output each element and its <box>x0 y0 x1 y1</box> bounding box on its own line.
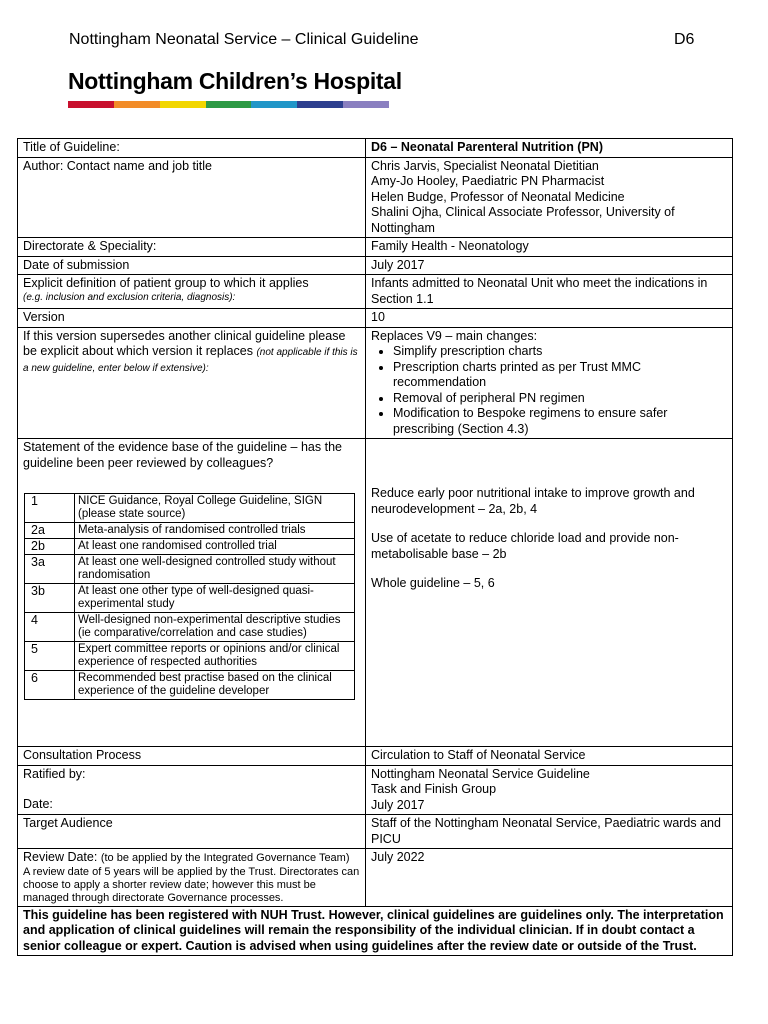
review-value: July 2022 <box>366 849 733 907</box>
ratified-cell <box>18 765 366 815</box>
evidence-level-row <box>25 613 355 642</box>
consultation-value: Circulation to Staff of Neonatal Service <box>366 747 733 766</box>
supersedes-cell <box>18 327 366 439</box>
document-header-title: Nottingham Neonatal Service – Clinical Guideline <box>69 31 419 48</box>
evidence-level-row <box>25 523 355 539</box>
row-target <box>18 815 733 849</box>
row-consultation <box>18 747 733 766</box>
rainbow-segment <box>68 101 114 108</box>
level-code: 3a <box>25 555 75 584</box>
rainbow-segment <box>297 101 343 108</box>
supersedes-label: If this version supersedes another clinical guideline please be explicit about which version it replaces <box>23 328 346 358</box>
review-label: Review Date: <box>23 850 98 864</box>
directorate-value: Family Health - Neonatology <box>366 238 733 257</box>
evidence-statement-2: Use of acetate to reduce chloride load and provide non-metabolisable base – 2b <box>371 531 679 561</box>
ratified-by-2: Task and Finish Group <box>371 782 497 796</box>
review-sub: (to be applied by the Integrated Governance Team) <box>100 852 350 864</box>
level-desc: NICE Guidance, Royal College Guideline, SIGN (please state source) <box>75 494 355 523</box>
evidence-level-row <box>25 671 355 700</box>
rainbow-segment <box>343 101 389 108</box>
date-submission-label: Date of submission <box>18 256 366 275</box>
level-code: 3b <box>25 584 75 613</box>
evidence-level-row <box>25 555 355 584</box>
author-3: Helen Budge, Professor of Neonatal Medicine <box>371 189 625 204</box>
consultation-label: Consultation Process <box>18 747 366 766</box>
author-value <box>366 157 733 238</box>
title-label: Title of Guideline: <box>18 139 366 158</box>
evidence-cell <box>18 439 366 747</box>
level-code: 5 <box>25 642 75 671</box>
evidence-level-row <box>25 539 355 555</box>
level-desc: Expert committee reports or opinions and/or clinical experience of respected authorities <box>75 642 355 671</box>
review-note: A review date of 5 years will be applied by the Trust. Directorates can choose to apply a shorter review date; however this must be managed through directorate Governance processes. <box>23 865 360 904</box>
level-desc: Recommended best practise based on the clinical experience of the guideline developer <box>75 671 355 700</box>
evidence-level-row <box>25 584 355 613</box>
change-item: • Simplify prescription charts <box>393 344 727 360</box>
patient-group-sub: (e.g. inclusion and exclusion criteria, diagnosis): <box>23 291 236 303</box>
target-label: Target Audience <box>18 815 366 849</box>
level-code: 1 <box>25 494 75 523</box>
level-desc: At least one other type of well-designed quasi-experimental study <box>75 584 355 613</box>
level-code: 2b <box>25 539 75 555</box>
level-desc: Well-designed non-experimental descriptive studies (ie comparative/correlation and case studies) <box>75 613 355 642</box>
row-date-submission <box>18 256 733 275</box>
hospital-logo-text: Nottingham Children’s Hospital <box>68 68 402 94</box>
row-version <box>18 309 733 328</box>
level-desc: Meta-analysis of randomised controlled trials <box>75 523 355 539</box>
disclaimer-text: This guideline has been registered with NUH Trust. However, clinical guidelines are guidelines only. The interpretation and application of clinical guidelines will remain the responsibility of the individual clinician. If in doubt contact a senior colleague or expert. Caution is advised when using guidelines after the review date or outside of the Trust. <box>18 906 733 956</box>
patient-group-cell <box>18 275 366 309</box>
level-desc: At least one well-designed controlled study without randomisation <box>75 555 355 584</box>
rainbow-segment <box>114 101 160 108</box>
evidence-levels-table <box>24 493 355 700</box>
row-author <box>18 157 733 238</box>
changes-list <box>371 344 727 437</box>
patient-group-value: Infants admitted to Neonatal Unit who meet the indications in Section 1.1 <box>366 275 733 309</box>
version-value: 10 <box>366 309 733 328</box>
row-directorate <box>18 238 733 257</box>
review-cell <box>18 849 366 907</box>
ratified-label: Ratified by: <box>23 766 86 781</box>
evidence-level-row <box>25 494 355 523</box>
change-item: • Prescription charts printed as per Trust MMC recommendation <box>393 360 727 391</box>
version-label: Version <box>18 309 366 328</box>
author-1: Chris Jarvis, Specialist Neonatal Dietitian <box>371 158 599 173</box>
supersedes-intro: Replaces V9 – main changes: <box>371 328 538 343</box>
target-value: Staff of the Nottingham Neonatal Service, Paediatric wards and PICU <box>366 815 733 849</box>
title-value: D6 – Neonatal Parenteral Nutrition (PN) <box>366 139 733 158</box>
document-code: D6 <box>674 31 695 48</box>
author-label: Author: Contact name and job title <box>18 157 366 238</box>
row-patient-group <box>18 275 733 309</box>
author-4: Shalini Ojha, Clinical Associate Professor, University of Nottingham <box>371 205 675 235</box>
evidence-statement-1: Reduce early poor nutritional intake to improve growth and neurodevelopment – 2a, 2b, 4 <box>371 486 695 516</box>
ratified-value <box>366 765 733 815</box>
change-item: • Modification to Bespoke regimens to ensure safer prescribing (Section 4.3) <box>393 406 727 437</box>
rainbow-segment <box>251 101 297 108</box>
author-2: Amy-Jo Hooley, Paediatric PN Pharmacist <box>371 174 605 188</box>
row-evidence <box>18 439 733 747</box>
supersedes-sub: (not applicable if this is a new guideline, enter below if extensive): <box>23 347 358 374</box>
rainbow-segment <box>160 101 206 108</box>
date-submission-value: July 2017 <box>366 256 733 275</box>
change-item: • Removal of peripheral PN regimen <box>393 391 727 407</box>
evidence-value <box>366 439 733 747</box>
rainbow-logo-bar <box>68 101 389 108</box>
rainbow-segment <box>206 101 252 108</box>
evidence-statement-3: Whole guideline – 5, 6 <box>371 576 495 590</box>
evidence-label: Statement of the evidence base of the guideline – has the guideline been peer reviewed by colleagues? <box>23 440 342 470</box>
row-supersedes <box>18 327 733 439</box>
row-ratified <box>18 765 733 815</box>
supersedes-value <box>366 327 733 439</box>
ratified-date-value: July 2017 <box>371 797 425 812</box>
ratified-date-label: Date: <box>23 797 53 811</box>
row-disclaimer <box>18 906 733 956</box>
level-code: 6 <box>25 671 75 700</box>
directorate-label: Directorate & Speciality: <box>18 238 366 257</box>
row-title <box>18 139 733 158</box>
guideline-details-table <box>17 138 733 956</box>
level-desc: At least one randomised controlled trial <box>75 539 355 555</box>
patient-group-label: Explicit definition of patient group to which it applies <box>23 276 309 290</box>
evidence-level-row <box>25 642 355 671</box>
level-code: 4 <box>25 613 75 642</box>
level-code: 2a <box>25 523 75 539</box>
ratified-by-1: Nottingham Neonatal Service Guideline <box>371 766 590 781</box>
row-review <box>18 849 733 907</box>
